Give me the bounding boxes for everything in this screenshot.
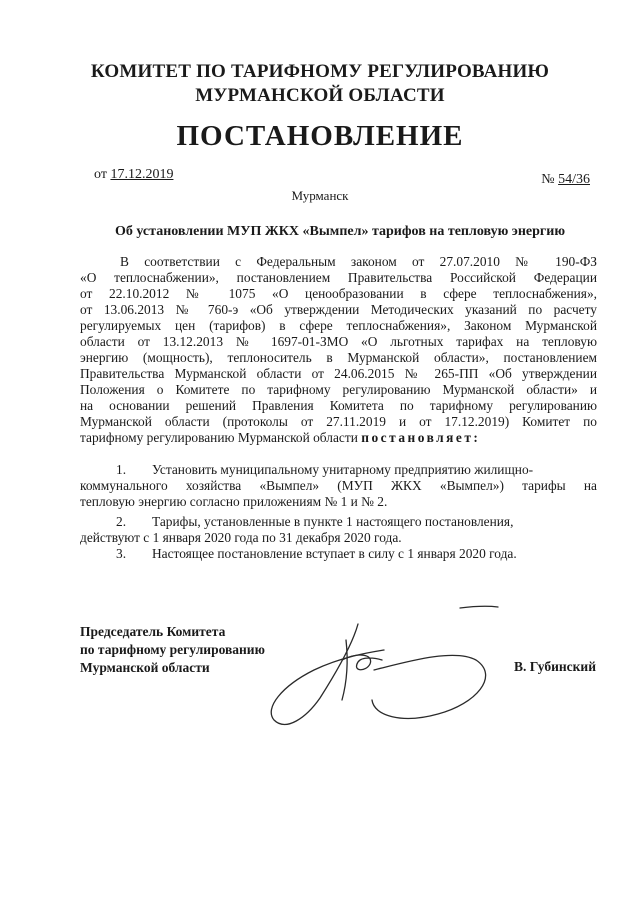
preamble-line: «О теплоснабжении», постановлением Правительства Российской Федерации — [80, 270, 597, 285]
signatory-position-line: по тарифному регулированию — [80, 642, 265, 657]
preamble-line: Правительства Мурманской области от 24.06.2015 № 265-ПП «Об утверждении — [80, 366, 597, 381]
list-item-continuation: действуют с 1 января 2020 года по 31 декабря 2020 года. — [80, 530, 402, 545]
preamble-line: Мурманской области (протоколы от 27.11.2019 и от 17.12.2019) Комитет по — [80, 414, 597, 429]
signatory-position-line: Мурманской области — [80, 660, 210, 675]
committee-title-line2: МУРМАНСКОЙ ОБЛАСТИ — [195, 85, 445, 106]
item-number: 3. — [116, 546, 127, 561]
preamble-line: области от 13.12.2013 № 1697-01-ЗМО «О льготных тарифах на тепловую — [80, 334, 597, 349]
item-text: Настоящее постановление вступает в силу с 1 января 2020 года. — [152, 546, 517, 561]
document-city: Мурманск — [291, 188, 349, 203]
date-prefix: от — [94, 167, 111, 182]
item-number: 2. — [116, 514, 127, 529]
preamble-line: регулируемых цен (тарифов) в сфере теплоснабжения», Законом Мурманской — [80, 318, 597, 333]
preamble-line: от 22.10.2012 № 1075 «О ценообразовании в сфере теплоснабжения», — [80, 286, 597, 301]
signatory-position — [80, 623, 265, 677]
handwritten-signature — [262, 600, 522, 740]
preamble-line: от 13.06.2013 № 760-э «Об утверждении Методических указаний по расчету — [80, 302, 597, 317]
signatory-name: В. Губинский — [513, 659, 596, 674]
number-value: 54/36 — [558, 172, 590, 187]
list-item — [80, 462, 597, 478]
list-item — [80, 514, 597, 530]
preamble-line: тарифному регулированию Мурманской области — [80, 430, 358, 445]
signatory-position-line: Председатель Комитета — [80, 624, 226, 639]
item-text: Тарифы, установленные в пункте 1 настоящего постановления, — [152, 514, 514, 529]
list-item-continuation: тепловую энергию согласно приложениям № 1 и № 2. — [80, 494, 388, 509]
item-number: 1. — [116, 462, 127, 477]
resolution-items — [80, 462, 597, 562]
preamble-line: на основании решений Правления Комитета по тарифному регулированию — [80, 398, 597, 413]
preamble-line: Положения о Комитете по тарифному регулированию Мурманской области» и — [80, 382, 597, 397]
resolves-word: постановляет: — [361, 430, 481, 445]
preamble-last-line — [80, 430, 597, 446]
item-text: Установить муниципальному унитарному предприятию жилищно- — [152, 462, 534, 477]
document-number — [541, 172, 590, 188]
document-subject: Об установлении МУП ЖКХ «Вымпел» тарифов на тепловую энергию — [114, 224, 566, 239]
document-date — [94, 167, 173, 183]
list-item-continuation: коммунального хозяйства «Вымпел» (МУП ЖКХ «Вымпел») тарифы на — [80, 478, 597, 493]
preamble-line: энергию (мощность), теплоноситель в Мурманской области», постановлением — [80, 350, 597, 365]
number-prefix: № — [541, 172, 559, 187]
list-item — [80, 546, 597, 562]
preamble — [80, 254, 597, 446]
committee-title-line1: КОМИТЕТ ПО ТАРИФНОМУ РЕГУЛИРОВАНИЮ — [90, 61, 550, 82]
date-value: 17.12.2019 — [110, 167, 174, 182]
preamble-line: В соответствии с Федеральным законом от 27.07.2010 № 190-ФЗ — [120, 254, 597, 269]
document-type-title: ПОСТАНОВЛЕНИЕ — [176, 120, 464, 152]
